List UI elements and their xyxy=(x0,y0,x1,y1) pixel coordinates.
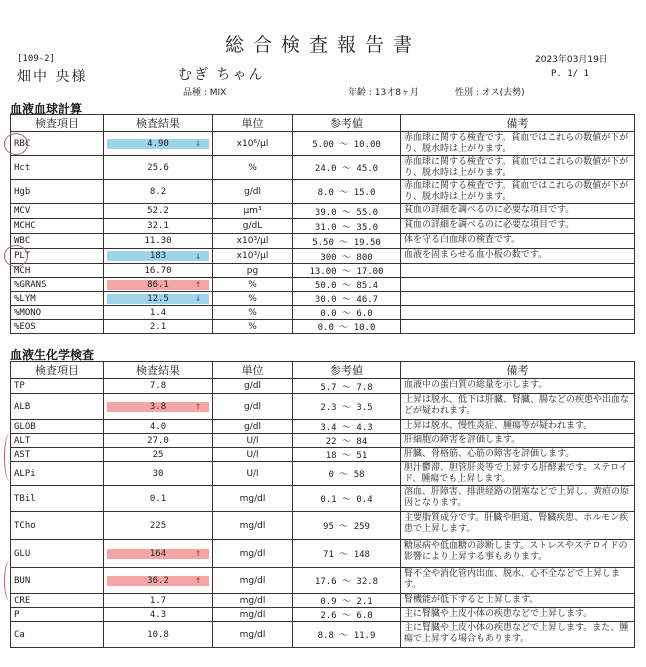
test-result xyxy=(104,249,213,264)
result-number: 11.30 xyxy=(144,236,172,246)
test-unit: mg/dl xyxy=(213,568,293,594)
reference-range: 0.9 ～ 2.1 xyxy=(293,594,401,608)
table-row xyxy=(11,264,635,278)
test-note: 血液を固まらせる血小板の数です。 xyxy=(401,249,635,264)
test-result xyxy=(104,132,213,156)
table-row xyxy=(11,292,635,306)
report-date: 2023年03月19日 xyxy=(535,55,608,65)
test-note xyxy=(401,320,635,334)
test-item: TBil xyxy=(11,486,104,512)
test-unit: % xyxy=(213,320,293,334)
reference-range: 0.0 ～ 10.0 xyxy=(293,320,401,334)
owner-name: 畑中 央様 xyxy=(17,69,88,85)
result-value xyxy=(107,469,209,479)
test-note xyxy=(401,278,635,292)
breed: 品種 : MIX xyxy=(183,88,227,98)
test-note xyxy=(401,292,635,306)
test-result xyxy=(104,219,213,234)
test-item: ALT xyxy=(11,434,104,448)
table-row xyxy=(11,249,635,264)
result-value xyxy=(107,381,209,391)
test-result xyxy=(104,540,213,568)
table-row xyxy=(11,132,635,156)
test-item: PLT xyxy=(11,249,104,264)
test-note: 腎不全や消化管内出血、脱水、心不全などで上昇します。 xyxy=(401,568,635,594)
column-header: 検査結果 xyxy=(104,115,213,132)
test-result xyxy=(104,434,213,448)
result-number: 4.0 xyxy=(149,421,167,432)
result-number: 27.0 xyxy=(147,435,169,446)
table-row xyxy=(11,180,635,204)
result-number: 7.8 xyxy=(149,381,167,391)
reference-range: 13.00 ～ 17.00 xyxy=(293,264,401,278)
table-row xyxy=(11,420,635,434)
reference-range: 300 ～ 800 xyxy=(293,249,401,264)
test-unit: g/dl xyxy=(213,180,293,204)
test-unit: % xyxy=(213,292,293,306)
result-number: 32.1 xyxy=(147,221,169,231)
result-number: 164 xyxy=(149,548,167,559)
result-value xyxy=(107,163,209,173)
result-number: 4.90 xyxy=(147,138,169,149)
result-number: 25 xyxy=(152,449,164,460)
test-result xyxy=(104,594,213,608)
test-note: 胆汁鬱滞、胆管肝炎等で上昇する肝酵素です。ステロイド、腫瘍でも上昇します。 xyxy=(401,462,635,486)
chem-header-row xyxy=(11,362,635,379)
table-row xyxy=(11,486,635,512)
test-note: 主に腎臓や上皮小体の疾患などで上昇します。 xyxy=(401,608,635,622)
column-header: 備考 xyxy=(401,362,635,379)
table-row xyxy=(11,219,635,234)
result-number: 1.7 xyxy=(149,595,167,606)
test-item: Ca xyxy=(11,622,104,648)
reference-range: 17.6 ～ 32.8 xyxy=(293,568,401,594)
low-flag-highlight xyxy=(107,294,209,304)
reference-range: 39.0 ～ 55.0 xyxy=(293,204,401,219)
column-header: 単位 xyxy=(213,362,293,379)
result-value xyxy=(107,521,209,531)
test-item: %GRANS xyxy=(11,278,104,292)
test-result xyxy=(104,292,213,306)
reference-range: 0.1 ～ 0.4 xyxy=(293,486,401,512)
table-row xyxy=(11,622,635,648)
test-unit: U/l xyxy=(213,448,293,462)
annotation-circle-plt xyxy=(4,245,28,267)
test-note: 上昇は脱水、慢性炎症、腫瘍等が疑われます。 xyxy=(401,420,635,434)
result-value xyxy=(107,494,209,504)
test-item: GLOB xyxy=(11,420,104,434)
test-note xyxy=(401,264,635,278)
result-number: 10.8 xyxy=(147,629,169,640)
cbc-header-row xyxy=(11,115,635,132)
table-row xyxy=(11,156,635,180)
test-unit: mg/dl xyxy=(213,594,293,608)
annotation-circle-rbc xyxy=(4,133,28,155)
test-unit: mg/dl xyxy=(213,540,293,568)
test-unit: U/l xyxy=(213,462,293,486)
low-flag-highlight xyxy=(107,251,209,261)
test-item: ALPi xyxy=(11,462,104,486)
result-number: 0.1 xyxy=(149,493,167,504)
test-note: 体を守る白血球の検査です。 xyxy=(401,234,635,249)
test-note: 赤血球に関する検査です。貧血ではこれらの数値が下がり、脱水時は上がります。 xyxy=(401,132,635,156)
table-row xyxy=(11,278,635,292)
arrow-down-icon: ↓ xyxy=(194,138,201,149)
result-number: 16.70 xyxy=(144,265,172,276)
result-number: 183 xyxy=(149,251,167,261)
result-value xyxy=(107,206,209,216)
test-result xyxy=(104,568,213,594)
test-item: MCV xyxy=(11,204,104,219)
arrow-down-icon: ↓ xyxy=(194,250,201,262)
test-note: 腎機能が低下すると上昇します。 xyxy=(401,594,635,608)
reference-range: 5.00 ～ 10.00 xyxy=(293,132,401,156)
test-result xyxy=(104,180,213,204)
reference-range: 24.0 ～ 45.0 xyxy=(293,156,401,180)
test-item: MCH xyxy=(11,264,104,278)
table-row xyxy=(11,379,635,394)
cbc-table xyxy=(10,114,635,334)
test-item: Hct xyxy=(11,156,104,180)
test-unit: g/dl xyxy=(213,420,293,434)
result-number: 52.2 xyxy=(147,206,169,216)
test-result xyxy=(104,486,213,512)
reference-range: 95 ～ 259 xyxy=(293,512,401,540)
column-header: 検査項目 xyxy=(11,115,104,132)
table-row xyxy=(11,434,635,448)
table-row xyxy=(11,568,635,594)
reference-range: 22 ～ 84 xyxy=(293,434,401,448)
test-result xyxy=(104,462,213,486)
test-unit: pg xyxy=(213,264,293,278)
test-item: MCHC xyxy=(11,219,104,234)
test-note: 溶血、肝障害、排泄経路の閉塞などで上昇し、黄疸の原因となります。 xyxy=(401,486,635,512)
annotation-bracket-renal xyxy=(4,561,15,601)
test-result xyxy=(104,394,213,420)
test-note: 血液中の蛋白質の総量を示します。 xyxy=(401,379,635,394)
test-result xyxy=(104,622,213,648)
column-header: 検査項目 xyxy=(11,362,104,379)
result-number: 3.8 xyxy=(149,401,167,412)
test-note: 肝細胞の障害を評価します。 xyxy=(401,434,635,448)
result-value xyxy=(107,630,209,640)
result-number: 30 xyxy=(152,468,164,479)
test-unit: x10⁶/μl xyxy=(213,132,293,156)
result-number: 4.3 xyxy=(149,609,167,620)
test-unit: μm³ xyxy=(213,204,293,219)
test-item: %MONO xyxy=(11,306,104,320)
arrow-up-icon: ↑ xyxy=(194,401,201,412)
reference-range: 2.6 ～ 6.0 xyxy=(293,608,401,622)
table-row xyxy=(11,448,635,462)
test-item: WBC xyxy=(11,234,104,249)
high-flag-highlight xyxy=(107,280,209,290)
page-number: P. 1/ 1 xyxy=(551,69,589,79)
test-unit: x10³/μl xyxy=(213,234,293,249)
test-item: BUN xyxy=(11,568,104,594)
result-value xyxy=(107,436,209,446)
test-result xyxy=(104,264,213,278)
test-item: %LYM xyxy=(11,292,104,306)
test-result xyxy=(104,234,213,249)
table-row xyxy=(11,204,635,219)
test-unit: mg/dl xyxy=(213,608,293,622)
table-row xyxy=(11,306,635,320)
arrow-up-icon: ↑ xyxy=(194,279,201,290)
test-unit: % xyxy=(213,306,293,320)
result-value xyxy=(107,450,209,460)
test-result xyxy=(104,306,213,320)
low-flag-highlight xyxy=(107,139,209,149)
chem-section-title: 血液生化学検査 xyxy=(10,348,95,362)
test-result xyxy=(104,278,213,292)
test-result xyxy=(104,448,213,462)
table-row xyxy=(11,594,635,608)
sex: 性別 : オス(去勢) xyxy=(455,88,525,98)
cbc-section-title: 血液血球計算 xyxy=(10,102,83,116)
reference-range: 30.0 ～ 46.7 xyxy=(293,292,401,306)
reference-range: 18 ～ 51 xyxy=(293,448,401,462)
test-item: TP xyxy=(11,379,104,394)
high-flag-highlight xyxy=(107,549,209,559)
reference-range: 2.3 ～ 3.5 xyxy=(293,394,401,420)
reference-range: 8.8 ～ 11.9 xyxy=(293,622,401,648)
patient-code: [109-2] xyxy=(17,54,55,64)
result-value xyxy=(107,187,209,197)
test-unit: mg/dl xyxy=(213,486,293,512)
test-unit: x10³/μl xyxy=(213,249,293,264)
test-unit: g/dl xyxy=(213,394,293,420)
test-note xyxy=(401,306,635,320)
high-flag-highlight xyxy=(107,576,209,586)
result-value xyxy=(107,236,209,246)
test-result xyxy=(104,512,213,540)
test-unit: mg/dl xyxy=(213,622,293,648)
result-value xyxy=(107,596,209,606)
test-unit: g/dl xyxy=(213,379,293,394)
reference-range: 50.0 ～ 85.4 xyxy=(293,278,401,292)
result-number: 1.4 xyxy=(149,307,167,318)
reference-range: 8.0 ～ 15.0 xyxy=(293,180,401,204)
reference-range: 3.4 ～ 4.3 xyxy=(293,420,401,434)
reference-range: 31.0 ～ 35.0 xyxy=(293,219,401,234)
result-number: 225 xyxy=(149,520,167,531)
reference-range: 5.7 ～ 7.8 xyxy=(293,379,401,394)
reference-range: 5.50 ～ 19.50 xyxy=(293,234,401,249)
test-item: P xyxy=(11,608,104,622)
result-value xyxy=(107,422,209,432)
arrow-up-icon: ↑ xyxy=(194,548,201,559)
result-value xyxy=(107,308,209,318)
chem-table xyxy=(10,361,635,648)
reference-range: 0 ～ 58 xyxy=(293,462,401,486)
column-header: 単位 xyxy=(213,115,293,132)
pet-name: むぎ ちゃん xyxy=(178,67,265,83)
result-number: 36.2 xyxy=(147,575,169,586)
result-value xyxy=(107,266,209,276)
table-row xyxy=(11,394,635,420)
test-note: 赤血球に関する検査です。貧血ではこれらの数値が下がり、脱水時は上がります。 xyxy=(401,156,635,180)
annotation-bracket-liver xyxy=(4,433,15,481)
test-result xyxy=(104,156,213,180)
test-note: 貧血の詳細を調べるのに必要な項目です。 xyxy=(401,204,635,219)
column-header: 参考値 xyxy=(293,362,401,379)
column-header: 備考 xyxy=(401,115,635,132)
report-title: 総合検査報告書 xyxy=(224,34,421,56)
test-item: Hgb xyxy=(11,180,104,204)
column-header: 検査結果 xyxy=(104,362,213,379)
test-note: 糖尿病や低血糖の診断します。ストレスやステロイドの影響により上昇する事もあります。 xyxy=(401,540,635,568)
test-item: TCho xyxy=(11,512,104,540)
table-row xyxy=(11,608,635,622)
arrow-down-icon: ↓ xyxy=(194,293,201,304)
test-note: 肝臓、骨格筋、心筋の障害を評価します。 xyxy=(401,448,635,462)
test-unit: % xyxy=(213,156,293,180)
test-result xyxy=(104,420,213,434)
test-result xyxy=(104,608,213,622)
result-value xyxy=(107,610,209,620)
test-note: 赤血球に関する検査です。貧血ではこれらの数値が下がり、脱水時は上がります。 xyxy=(401,180,635,204)
test-result xyxy=(104,320,213,334)
test-unit: % xyxy=(213,278,293,292)
test-item: CRE xyxy=(11,594,104,608)
test-item: GLU xyxy=(11,540,104,568)
test-note: 主要脂質成分です。肝臓や胆道、腎臓疾患、ホルモン疾患で上昇します。 xyxy=(401,512,635,540)
test-item: AST xyxy=(11,448,104,462)
reference-range: 71 ～ 148 xyxy=(293,540,401,568)
table-row xyxy=(11,462,635,486)
test-unit: mg/dl xyxy=(213,512,293,540)
test-note: 貧血の詳細を調べるのに必要な項目です。 xyxy=(401,219,635,234)
result-number: 8.2 xyxy=(149,186,167,197)
test-note: 主に腎臓や上皮小体の疾患などで上昇します。また、腫瘍で上昇する場合もあります。 xyxy=(401,622,635,648)
table-row xyxy=(11,234,635,249)
result-number: 25.6 xyxy=(147,162,169,173)
test-item: RBC xyxy=(11,132,104,156)
test-unit: U/l xyxy=(213,434,293,448)
result-value xyxy=(107,221,209,231)
high-flag-highlight xyxy=(107,402,209,412)
table-row xyxy=(11,512,635,540)
arrow-up-icon: ↑ xyxy=(194,575,201,586)
table-row xyxy=(11,540,635,568)
table-row xyxy=(11,320,635,334)
result-number: 2.1 xyxy=(149,321,167,332)
result-value xyxy=(107,322,209,332)
column-header: 参考値 xyxy=(293,115,401,132)
result-number: 86.1 xyxy=(147,279,169,290)
test-result xyxy=(104,379,213,394)
test-item: ALB xyxy=(11,394,104,420)
test-item: %EOS xyxy=(11,320,104,334)
test-note: 上昇は脱水、低下は肝臓、腎臓、腸などの疾患や出血などが疑われます。 xyxy=(401,394,635,420)
result-number: 12.5 xyxy=(147,293,169,304)
test-unit: g/dL xyxy=(213,219,293,234)
test-result xyxy=(104,204,213,219)
age: 年齢 : 13才8ヶ月 xyxy=(348,88,419,98)
reference-range: 0.0 ～ 6.0 xyxy=(293,306,401,320)
